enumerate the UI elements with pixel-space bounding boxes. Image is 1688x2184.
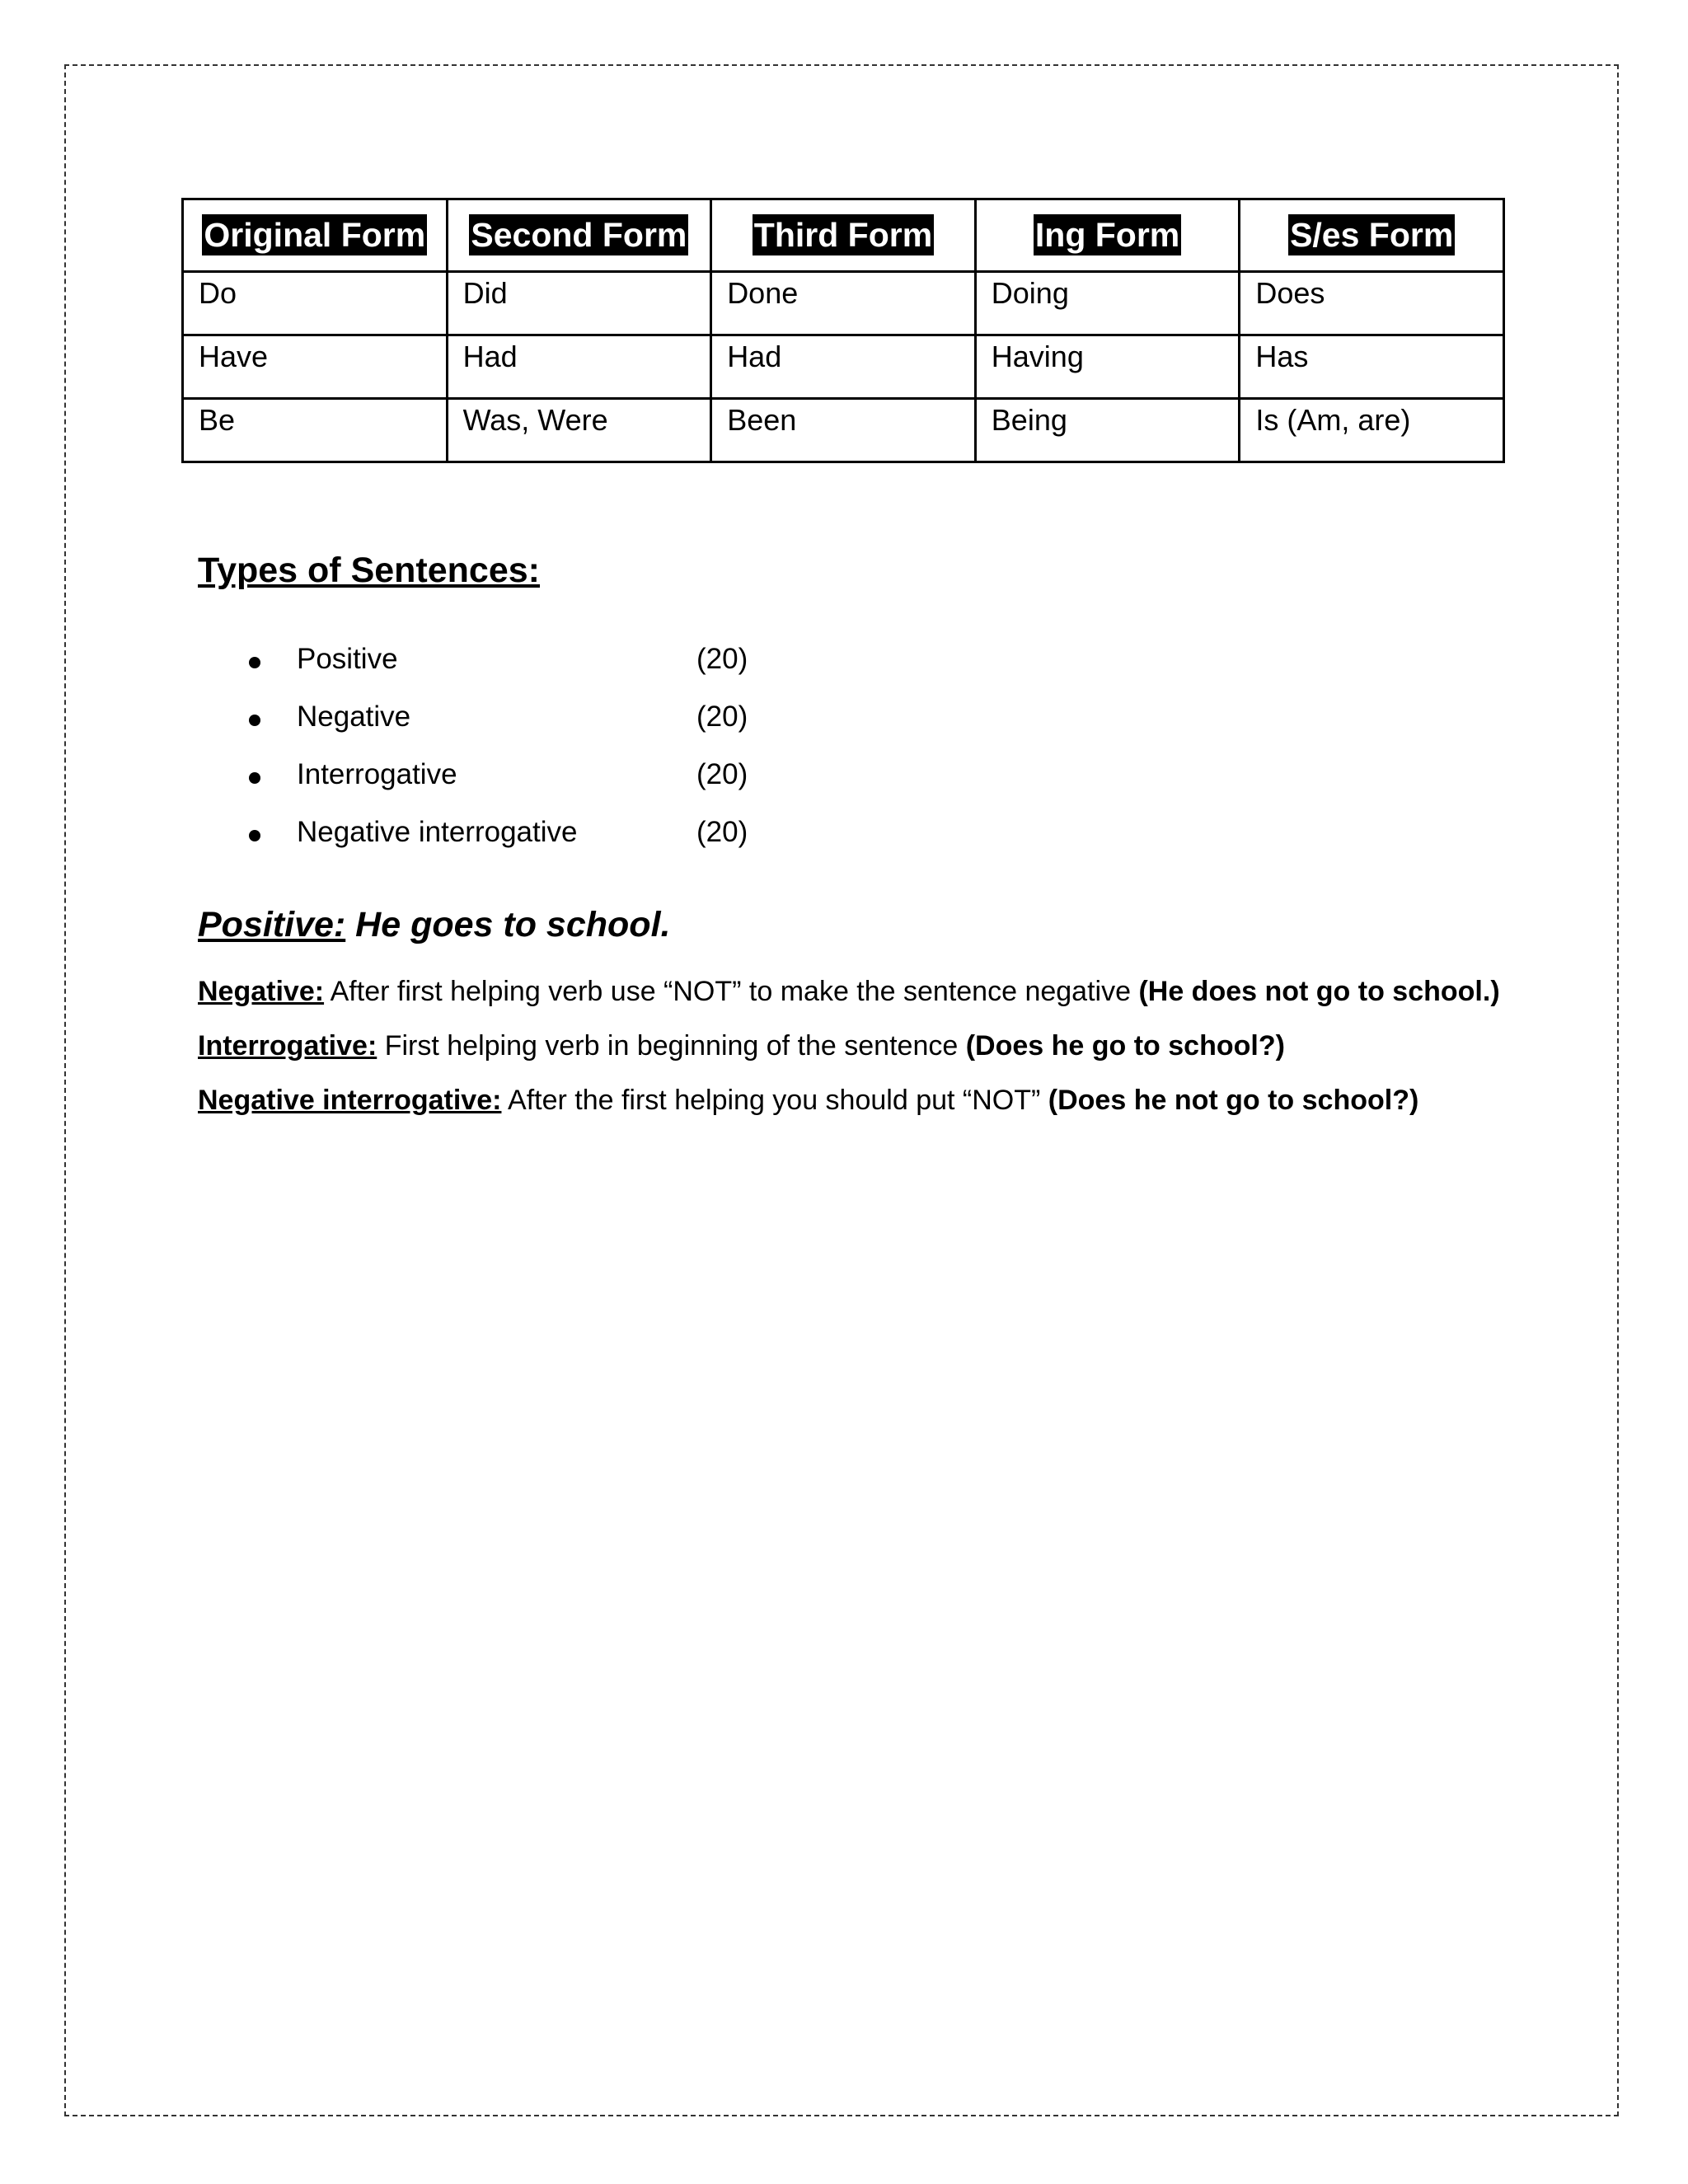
negative-interrogative-text: After the first helping you should put “NOT” — [501, 1085, 1048, 1116]
table-cell: Did — [447, 272, 711, 335]
list-item-count: (20) — [696, 816, 748, 848]
bullet-icon — [249, 657, 260, 668]
table-cell: Having — [975, 335, 1240, 399]
negative-interrogative-label: Negative interrogative: — [198, 1085, 502, 1116]
header-second-form: Second Form — [447, 199, 711, 272]
header-third-form: Third Form — [711, 199, 976, 272]
list-item-label: Negative — [297, 701, 411, 733]
table-cell: Doing — [975, 272, 1240, 335]
table-cell: Been — [711, 399, 976, 462]
table-cell: Is (Am, are) — [1240, 399, 1504, 462]
list-item-label: Negative interrogative — [297, 816, 578, 848]
table-cell: Do — [183, 272, 448, 335]
table-cell: Had — [447, 335, 711, 399]
negative-example: (He does not go to school.) — [1138, 976, 1500, 1007]
positive-example — [198, 905, 670, 945]
types-of-sentences-heading: Types of Sentences: — [198, 551, 540, 590]
positive-text: He goes to school. — [345, 905, 671, 944]
list-item-count: (20) — [696, 758, 748, 790]
verb-forms-table — [181, 198, 1505, 463]
header-ses-form: S/es Form — [1240, 199, 1504, 272]
table-cell: Had — [711, 335, 976, 399]
bullet-icon — [249, 772, 260, 784]
list-item-count: (20) — [696, 643, 748, 675]
table-cell: Was, Were — [447, 399, 711, 462]
interrogative-rule — [198, 1030, 1285, 1062]
list-item-label: Interrogative — [297, 758, 457, 790]
table-cell: Have — [183, 335, 448, 399]
table-row — [183, 335, 1504, 399]
bullet-icon — [249, 715, 260, 726]
table-row — [183, 399, 1504, 462]
negative-text: After first helping verb use “NOT” to make the sentence negative — [324, 976, 1139, 1007]
positive-label: Positive: — [198, 905, 346, 944]
negative-rule — [198, 976, 1500, 1008]
table-cell: Does — [1240, 272, 1504, 335]
header-original-form: Original Form — [183, 199, 448, 272]
table-header-row — [183, 199, 1504, 272]
negative-label: Negative: — [198, 976, 325, 1007]
table-cell: Being — [975, 399, 1240, 462]
negative-interrogative-rule — [198, 1085, 1418, 1117]
list-item — [239, 816, 816, 874]
table-row — [183, 272, 1504, 335]
header-ing-form: Ing Form — [975, 199, 1240, 272]
table-cell: Be — [183, 399, 448, 462]
interrogative-example: (Does he go to school?) — [965, 1030, 1285, 1062]
list-item-label: Positive — [297, 643, 398, 675]
list-item — [239, 643, 816, 701]
negative-interrogative-example: (Does he not go to school?) — [1048, 1085, 1419, 1116]
list-item — [239, 701, 816, 758]
sentence-types-list — [239, 643, 816, 874]
interrogative-text: First helping verb in beginning of the sentence — [377, 1030, 966, 1062]
table-cell: Has — [1240, 335, 1504, 399]
list-item — [239, 758, 816, 816]
interrogative-label: Interrogative: — [198, 1030, 377, 1062]
table-cell: Done — [711, 272, 976, 335]
list-item-count: (20) — [696, 701, 748, 733]
bullet-icon — [249, 830, 260, 841]
